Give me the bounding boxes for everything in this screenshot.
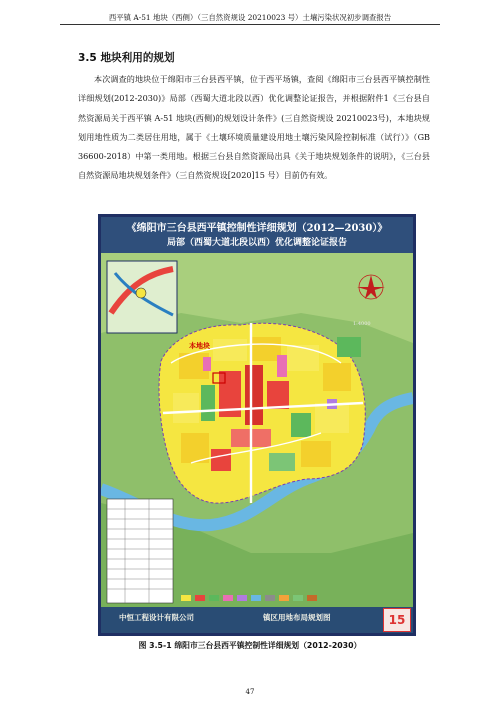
page-header: 西平镇 A-51 地块（西侧）（三自然资规设 20210023 号）土壤污染状况初步调查报告 [108,13,392,22]
map-footer-title: 镇区用地布局规划图 [263,613,331,622]
figure-caption: 图 3.5-1 绵阳市三台县西平镇控制性详细规划（2012-2030） [138,641,362,650]
map-title: 《绵阳市三台县西平镇控制性详细规划（2012—2030）》 [126,223,388,234]
section-title: 3.5 地块利用的规划 [78,52,175,64]
map-sheet-number: 15 [383,608,411,632]
block-pub-2 [203,357,211,371]
block-green-1 [201,385,215,421]
block-res-4 [287,345,319,371]
block-green-2 [291,413,311,437]
inset-map [107,261,177,333]
block-pub-1 [277,355,287,377]
map-footer-company: 中恒工程设计有限公司 [119,613,194,622]
block-com-5 [211,449,231,471]
block-com-2 [245,365,263,425]
map-scale: 1:4000 [353,321,371,327]
block-res-2 [213,339,247,361]
map-subtitle: 局部（西蜀大道北段以西）优化调整论证报告 [166,238,347,248]
block-res-6 [173,393,199,423]
block-res-9 [301,441,331,467]
site-label: 本地块 [189,341,210,350]
block-green-4 [337,337,361,357]
header-rule [60,24,440,25]
block-green-3 [269,453,295,471]
map-drawing [101,253,413,609]
block-res-3 [251,337,281,361]
body-paragraph: 本次调查的地块位于绵阳市三台县西平镇，位于西平场镇，查阅《绵阳市三台县西平镇控制性详细规划(2012-2030)》局部（西蜀大道北段以西）优化调整论证报告，并根据附件1《三台县自然资源局关于西平镇 A-51 地块(西侧)的规划设计条件》(三自然资规设 20210023号)，本地块规划用地性质为二类居住用地，属于《土壤环境质量建设用地土壤污染风险控制标准（试行）》（GB 36600-2018）中第一类用地。根据三台县自然资源局出具《关于地块规划条件的说明》，《三台县自然资源局地块规划条件》（三自然资规设[2020]15 号）目前仍有效。 [78,74,430,181]
planning-map [98,214,416,636]
block-com-3 [267,381,289,409]
block-res-5 [323,363,351,391]
map-footer [101,607,413,633]
legend-table [107,499,173,603]
block-res-7 [181,433,209,463]
page-number: 47 [245,688,255,696]
